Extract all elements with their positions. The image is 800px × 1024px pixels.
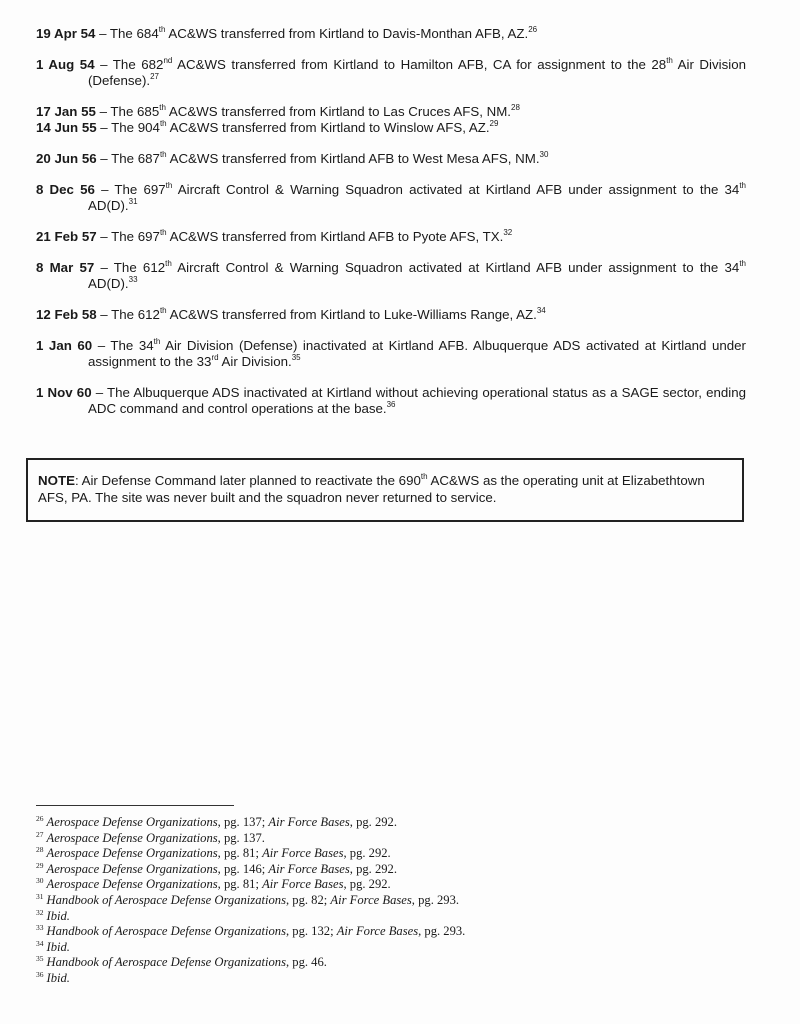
- footnote-number: 33: [36, 923, 44, 933]
- footnote-divider: [36, 805, 234, 806]
- entry-date: 14 Jun 55: [36, 120, 97, 135]
- entry-date: 17 Jan 55: [36, 104, 96, 119]
- entry-date: 12 Feb 58: [36, 307, 97, 322]
- footnote: $^{35}$ Handbook of Aerospace Defense Organizations, pg. 46.: [36, 954, 327, 970]
- footnote-ref: 34: [536, 306, 546, 315]
- footnote-number: 31: [36, 891, 44, 901]
- footnote-ref: 32: [503, 228, 513, 237]
- footnote-ref: 36: [386, 400, 396, 409]
- entry-date: 19 Apr 54: [36, 26, 96, 41]
- note-box: NOTE: Air Defense Command later planned to reactivate the 690th AC&WS as the operating unit at Elizabethtown AFS, PA. The site was never built and the squadron never returned to service.: [26, 458, 744, 522]
- footnote: $^{26}$ Aerospace Defense Organizations, pg. 137; Air Force Bases, pg. 292.: [36, 814, 397, 829]
- entry: 21 Feb 57 – The 697th AC&WS transferred from Kirtland AFB to Pyote AFS, TX.$^{32}$: [36, 228, 513, 244]
- footnote-number: 35: [36, 954, 44, 964]
- footnote-number: 34: [36, 938, 44, 948]
- footnote-number: 36: [36, 969, 44, 979]
- entry: 14 Jun 55 – The 904th AC&WS transferred from Kirtland to Winslow AFS, AZ.$^{29}$: [36, 119, 499, 135]
- entry: 12 Feb 58 – The 612th AC&WS transferred from Kirtland to Luke-Williams Range, AZ.$^{34}$: [36, 306, 546, 322]
- entry-date: 21 Feb 57: [36, 229, 97, 244]
- footnote: $^{27}$ Aerospace Defense Organizations, pg. 137.: [36, 829, 265, 845]
- entry: 8 Dec 56 – The 697th Aircraft Control & Warning Squadron activated at Kirtland AFB under assignment to the 34th AD(D).$^{31}$: [36, 181, 746, 213]
- entry: 8 Mar 57 – The 612th Aircraft Control & Warning Squadron activated at Kirtland AFB under assignment to the 34th AD(D).$^{33}$: [36, 259, 746, 291]
- footnote: $^{32}$ Ibid.: [36, 907, 70, 923]
- entry: 1 Jan 60 – The 34th Air Division (Defense) inactivated at Kirtland AFB. Albuquerque ADS activated at Kirtland under assignment to the 33rd Air Division.$^{35}$: [36, 337, 746, 369]
- footnote-ref: 30: [539, 150, 549, 159]
- footnote-ref: 35: [291, 353, 301, 362]
- footnote-number: 28: [36, 845, 44, 855]
- entry: 1 Nov 60 – The Albuquerque ADS inactivated at Kirtland without achieving operational status as a SAGE sector, ending ADC command and control operations at the base.$^{36}$: [36, 385, 746, 416]
- footnote-number: 29: [36, 860, 44, 870]
- footnote: $^{33}$ Handbook of Aerospace Defense Organizations, pg. 132; Air Force Bases, pg. 293.: [36, 923, 466, 939]
- entry: 20 Jun 56 – The 687th AC&WS transferred from Kirtland AFB to West Mesa AFS, NM.$^{30}$: [36, 150, 549, 166]
- footnote-ref: 26: [528, 25, 538, 34]
- entry-date: 8 Mar 57: [36, 260, 95, 275]
- entry-date: 1 Nov 60: [36, 385, 92, 400]
- entry-date: 8 Dec 56: [36, 182, 95, 197]
- footnote-number: 30: [36, 876, 44, 886]
- entry: 19 Apr 54 – The 684th AC&WS transferred from Kirtland to Davis-Monthan AFB, AZ.$^{26}$: [36, 25, 538, 41]
- entry: 1 Aug 54 – The 682nd AC&WS transferred from Kirtland to Hamilton AFB, CA for assignment to the 28th Air Division (Defense).$^{27}$: [36, 56, 746, 88]
- footnote-number: 27: [36, 829, 44, 839]
- entry: 17 Jan 55 – The 685th AC&WS transferred from Kirtland to Las Cruces AFS, NM.$^{28}$: [36, 103, 520, 119]
- footnote: $^{31}$ Handbook of Aerospace Defense Organizations, pg. 82; Air Force Bases, pg. 293.: [36, 891, 460, 907]
- footnotes: [36, 815, 736, 987]
- chronology-entries: [36, 26, 746, 432]
- footnote-number: 26: [36, 814, 44, 823]
- footnote-ref: 31: [128, 197, 138, 206]
- entry-date: 1 Jan 60: [36, 338, 93, 353]
- footnote-ref: 33: [128, 275, 138, 284]
- footnote: $^{34}$ Ibid.: [36, 938, 70, 954]
- footnote-ref: 28: [511, 103, 520, 112]
- footnote-ref: 27: [150, 72, 159, 81]
- note-label: NOTE: [38, 473, 75, 488]
- footnote: $^{36}$ Ibid.: [36, 969, 70, 985]
- footnote: $^{28}$ Aerospace Defense Organizations, pg. 81; Air Force Bases, pg. 292.: [36, 845, 391, 861]
- footnote-ref: 29: [489, 119, 499, 128]
- footnote: $^{29}$ Aerospace Defense Organizations, pg. 146; Air Force Bases, pg. 292.: [36, 860, 397, 876]
- footnote: $^{30}$ Aerospace Defense Organizations, pg. 81; Air Force Bases, pg. 292.: [36, 876, 391, 892]
- footnote-number: 32: [36, 907, 44, 917]
- entry-date: 1 Aug 54: [36, 57, 95, 72]
- entry-date: 20 Jun 56: [36, 151, 97, 166]
